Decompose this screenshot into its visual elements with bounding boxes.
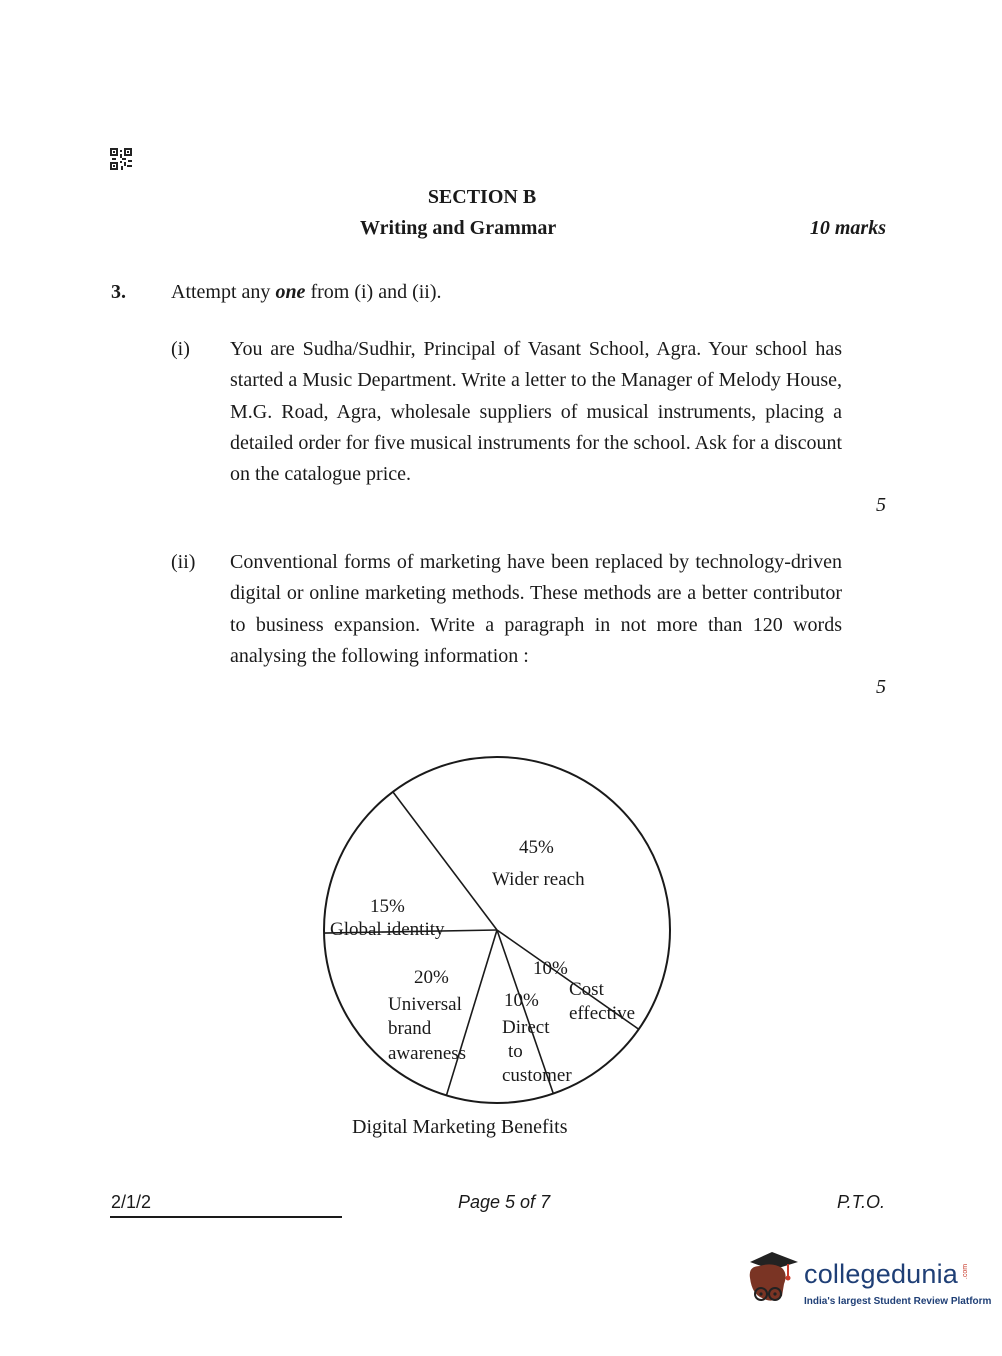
pto-note: P.T.O.: [836, 1192, 885, 1212]
collegedunia-tagline: India's largest Student Review Platform: [804, 1296, 992, 1307]
slice-label-cost-effective-1: Cost: [569, 979, 604, 1000]
page-number: Page 5 of 7: [458, 1192, 551, 1212]
slice-label-direct-1: Direct: [502, 1017, 550, 1038]
slice-label-universal-1: Universal: [388, 994, 462, 1015]
collegedunia-suffix: .com: [962, 1263, 970, 1280]
slice-value-direct: 10%: [504, 990, 539, 1011]
slice-label-universal-3: awareness: [388, 1043, 467, 1064]
slice-label-wider-reach: Wider reach: [492, 869, 585, 890]
pie-chart: [300, 740, 700, 1120]
part-i-label: (i): [171, 338, 190, 360]
chart-title: Digital Marketing Benefits: [352, 1116, 568, 1138]
part-ii-marks: 5: [876, 676, 886, 698]
part-ii-label: (ii): [171, 551, 196, 573]
part-i-text: You are Sudha/Sudhir, Principal of Vasant School, Agra. Your school has started a Music Department. Write a letter to the Manager of Melody House, M.G. Road, Agra, wholesale suppliers of musical instruments, placing a detailed order for five musical instruments for the school. Ask for a discount on the catalogue price.: [230, 338, 842, 486]
section-marks: 10 marks: [809, 217, 886, 239]
part-i-marks: 5: [876, 494, 886, 516]
slice-label-cost-effective-2: effective: [569, 1003, 636, 1024]
slice-value-global-identity: 15%: [370, 896, 405, 917]
part-ii-text: Conventional forms of marketing have been replaced by technology-driven digital or online marketing methods. These methods are a better contributor to business expansion. Write a paragraph in not more than 120 words analysing the following information :: [230, 551, 842, 667]
paper-code: 2/1/2: [111, 1192, 152, 1212]
collegedunia-mascot-icon: [742, 1248, 806, 1318]
slice-label-direct-3: customer: [502, 1065, 572, 1086]
qr-code-icon: [110, 148, 132, 170]
section-subtitle: Writing and Grammar: [360, 217, 557, 239]
question-instruction: Attempt any one from (i) and (ii).: [171, 281, 442, 303]
section-title: SECTION B: [427, 186, 537, 208]
footer-rule: [110, 1216, 342, 1218]
slice-value-wider-reach: 45%: [519, 837, 554, 858]
question-number: 3.: [111, 281, 126, 303]
slice-value-cost-effective: 10%: [533, 958, 568, 979]
slice-label-direct-2: to: [508, 1041, 523, 1062]
slice-label-universal-2: brand: [388, 1018, 432, 1039]
slice-label-global-identity: Global identity: [330, 919, 445, 940]
collegedunia-wordmark: collegedunia: [804, 1259, 959, 1289]
boundary-global-wider: [393, 792, 497, 930]
slice-value-universal: 20%: [414, 967, 449, 988]
